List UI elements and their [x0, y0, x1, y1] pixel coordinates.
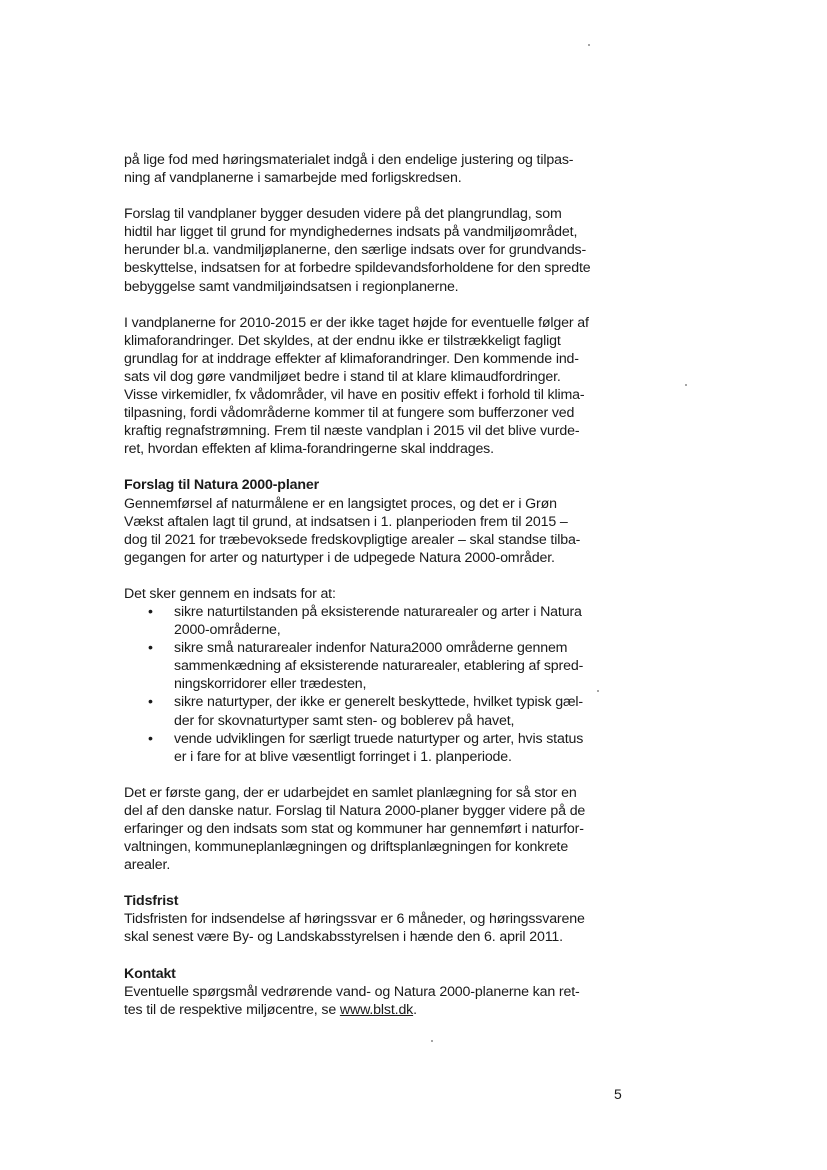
- text-line: Det er første gang, der er udarbejdet en samlet planlægning for så stor en: [124, 784, 577, 801]
- paragraph-natura-lead: [124, 585, 624, 603]
- text-line: 2000-områderne,: [174, 622, 281, 639]
- paragraph-natura-intro: [124, 495, 624, 567]
- text-line: del af den danske natur. Forslag til Natura 2000-planer bygger videre på de: [124, 802, 586, 819]
- section-heading: Forslag til Natura 2000-planer: [124, 477, 319, 494]
- scan-speck: [431, 1040, 433, 1042]
- bullet-icon: •: [148, 603, 153, 620]
- text-line: sats vil dog gøre vandmiljøet bedre i stand til at klare klimaudfordringer.: [124, 368, 561, 385]
- text-line: herunder bl.a. vandmiljøplanerne, den særlige indsats over for grundvands-: [124, 242, 587, 259]
- paragraph-contact: [124, 983, 624, 1019]
- bullet-icon: •: [148, 730, 153, 747]
- text-line: dog til 2021 for træbevoksede fredskovpligtige arealer – skal standse tilba-: [124, 531, 581, 548]
- text-line: arealer.: [124, 857, 171, 874]
- paragraph-climate-change: [124, 314, 624, 459]
- text-line: I vandplanerne for 2010-2015 er der ikke taget højde for eventuelle følger af: [124, 314, 589, 331]
- text-line: valtningen, kommuneplanlægningen og driftsplanlægningen for konkrete: [124, 839, 569, 856]
- list-item: [124, 639, 624, 693]
- text-line: Visse virkemidler, fx vådområder, vil have en positiv effekt i forhold til klima-: [124, 387, 585, 404]
- bullet-icon: •: [148, 694, 153, 711]
- bullet-icon: •: [148, 640, 153, 657]
- text-line: hidtil har ligget til grund for myndighedernes indsats på vandmiljøområdet,: [124, 224, 578, 241]
- list-item: [124, 603, 624, 639]
- text-line: er i fare for at blive væsentligt forringet i 1. planperiode.: [174, 748, 512, 765]
- section-deadline: [124, 892, 624, 946]
- scan-speck: [588, 44, 590, 46]
- text-line: [124, 1001, 624, 1019]
- paragraph-deadline: [124, 910, 624, 946]
- section-heading: Tidsfrist: [124, 893, 179, 910]
- text-line: klimaforandringer. Det skyldes, at der endnu ikke er tilstrækkeligt fagligt: [124, 332, 561, 349]
- paragraph-plan-basis: [124, 205, 624, 295]
- text-line: Forslag til vandplaner bygger desuden videre på det plangrundlag, som: [124, 206, 562, 223]
- text-line: Vækst aftalen lagt til grund, at indsatsen i 1. planperioden frem til 2015 –: [124, 513, 568, 530]
- contact-text: tes til de respektive miljøcentre, se: [124, 1001, 340, 1018]
- text-line: tilpasning, fordi vådområderne kommer til at fungere som bufferzoner ved: [124, 405, 575, 422]
- paragraph-consultation-adjustment: [124, 151, 624, 187]
- page-number: 5: [614, 1086, 622, 1102]
- text-line: sikre naturtilstanden på eksisterende naturarealer og arter i Natura: [174, 603, 582, 620]
- contact-text-end: .: [413, 1001, 417, 1018]
- section-natura-2000: [124, 476, 624, 874]
- text-line: Eventuelle spørgsmål vedrørende vand- og Natura 2000-planerne kan ret-: [124, 983, 580, 1000]
- section-heading: Kontakt: [124, 965, 176, 982]
- text-line: ret, hvordan effekten af klima-forandringerne skal inddrages.: [124, 441, 494, 458]
- text-line: kraftig regnafstrømning. Frem til næste vandplan i 2015 vil det blive vurde-: [124, 423, 580, 440]
- text-line: bebyggelse samt vandmiljøindsatsen i regionplanerne.: [124, 278, 459, 295]
- text-line: på lige fod med høringsmaterialet indgå i den endelige justering og tilpas-: [124, 152, 574, 168]
- text-line: gegangen for arter og naturtyper i de udpegede Natura 2000-områder.: [124, 549, 555, 566]
- text-line: der for skovnaturtyper samt sten- og boblerev på havet,: [174, 712, 515, 729]
- text-line: sikre små naturarealer indenfor Natura2000 områderne gennem: [174, 640, 568, 657]
- list-item: [124, 693, 624, 729]
- paragraph-natura-closing: [124, 784, 624, 874]
- text-line: Gennemførsel af naturmålene er en langsigtet proces, og det er i Grøn: [124, 495, 557, 512]
- text-line: Det sker gennem en indsats for at:: [124, 585, 336, 602]
- text-line: skal senest være By- og Landskabsstyrelsen i hænde den 6. april 2011.: [124, 929, 563, 946]
- text-line: Tidsfristen for indsendelse af høringssvar er 6 måneder, og høringssvarene: [124, 911, 585, 928]
- text-line: sammenkædning af eksisterende naturarealer, etablering af spred-: [174, 658, 584, 675]
- section-contact: [124, 965, 624, 1019]
- text-line: erfaringer og den indsats som stat og kommuner har gennemført i naturfor-: [124, 821, 584, 837]
- text-line: ningskorridorer eller trædesten,: [174, 676, 367, 693]
- website-link[interactable]: www.blst.dk: [339, 1001, 414, 1018]
- text-line: sikre naturtyper, der ikke er generelt beskyttede, hvilket typisk gæl-: [174, 694, 584, 711]
- text-line: ning af vandplanerne i samarbejde med forligskredsen.: [124, 170, 462, 187]
- list-item: [124, 730, 624, 766]
- text-line: beskyttelse, indsatsen for at forbedre spildevandsforholdene for den spredte: [124, 260, 591, 277]
- text-line: vende udviklingen for særligt truede naturtyper og arter, hvis status: [174, 730, 584, 747]
- scan-speck: [685, 384, 687, 386]
- document-body: [124, 151, 624, 1019]
- text-line: grundlag for at inddrage effekter af klimaforandringer. Den kommende ind-: [124, 350, 579, 367]
- bullet-list: [124, 603, 624, 766]
